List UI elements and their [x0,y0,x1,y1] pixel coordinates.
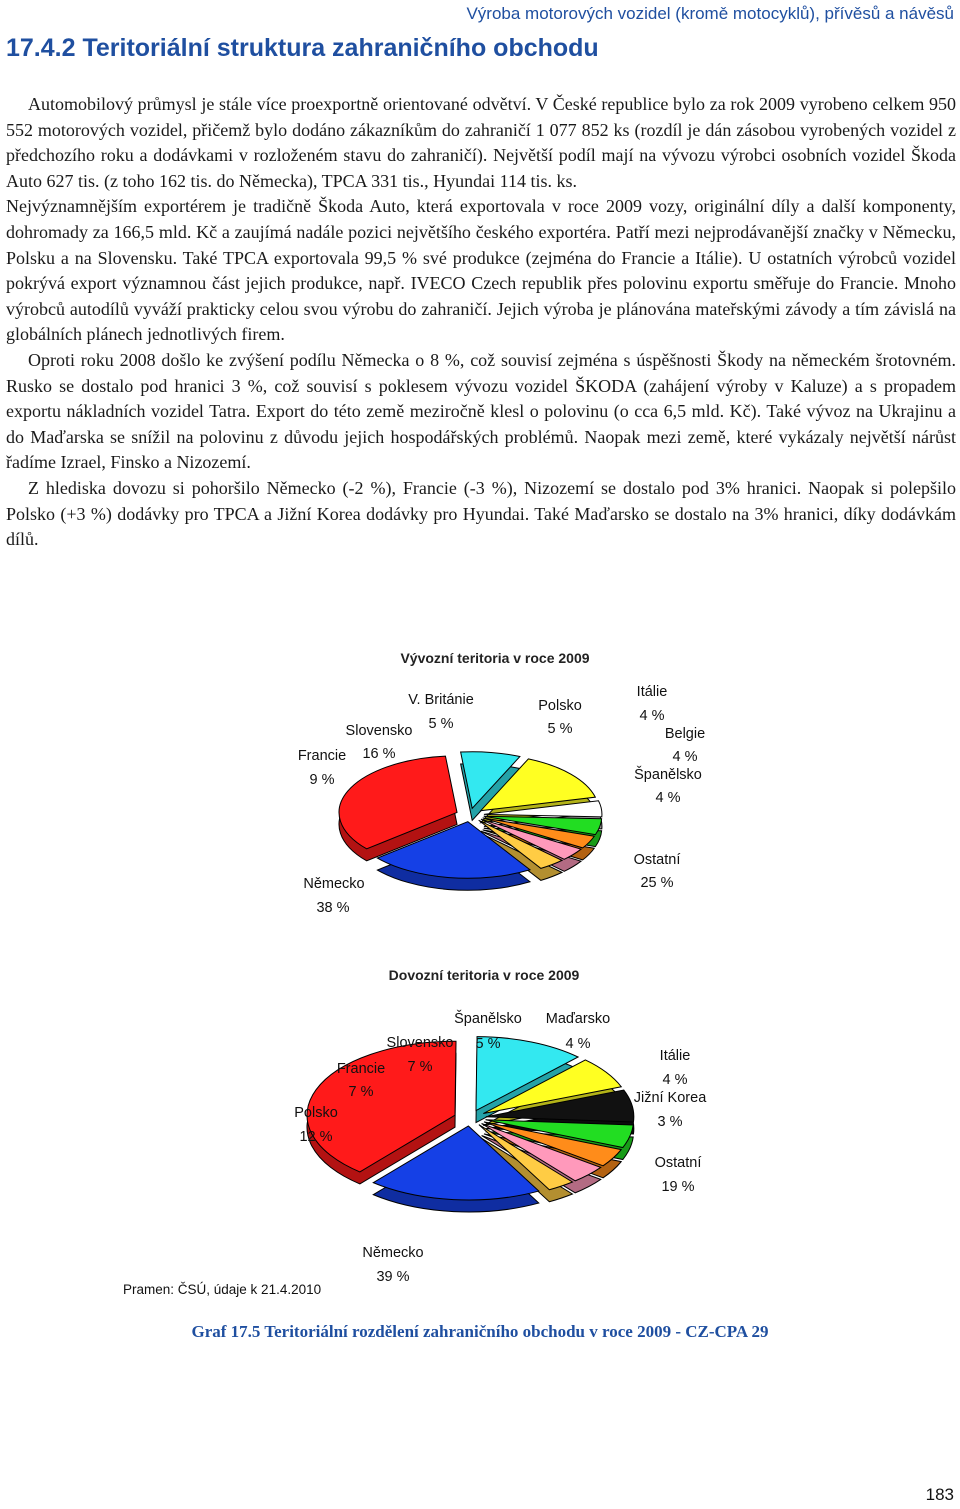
slice-value-italie: 4 % [662,1072,688,1088]
slice-label-italie: Itálie [659,1048,691,1064]
slice-value-ostatni: 25 % [640,875,674,891]
body-text [6,92,956,553]
slice-value-italie: 4 % [639,708,665,724]
slice-label-francie: Francie [297,748,347,764]
slice-value-spanelsko: 5 % [475,1036,501,1052]
slice-value-polsko: 5 % [547,721,573,737]
slice-label-polsko: Polsko [294,1105,338,1121]
slice-label-slovensko: Slovensko [386,1035,454,1051]
slice-label-slovensko: Slovensko [345,723,413,739]
slice-value-francie: 9 % [309,772,335,788]
slice-label-belgie: Belgie [664,726,706,742]
import-pie-svg [0,955,960,1295]
slice-label-ostatni: Ostatní [654,1155,702,1171]
paragraph-3: Oproti roku 2008 došlo ke zvýšení podílu Německa o 8 %, což souvisí zejména s úspěšnosti Škody na německém šrotovném. Rusko se dostalo pod hranici 3 %, což souvisí s poklesem vývozu vozidel ŠKODA (zahájení výroby v Kaluze) a s propadem exportu nákladních vozidel Tatra. Export do této země meziročně klesl o polovinu (o cca 6,5 mld. Kč). Také vývoz na Ukrajinu a do Maďarska se snížil na polovinu z důvodu jejich hospodářských problémů. Naopak mezi země, které vykázaly největší nárůst řadíme Izrael, Finsko a Nizozemí. [6,349,956,473]
slice-value-nemecko: 38 % [316,900,350,916]
paragraph-2: Nejvýznamnějším exportérem je tradičně Škoda Auto, která exportovala v roce 2009 vozy, originální díly a další komponenty, dohromady za 166,5 mld. Kč a zaujímá nadále pozici největšího českého exportéra. Patří mezi nejprodávanější značky v Německu, Polsku a na Slovensku. Také TPCA exportovala 99,5 % své produkce (zejména do Francie a Itálie). U ostatních výrobců vozidel pokrývá export významnou část jejich produkce, např. IVECO Czech republik přes polovinu exportu směřuje do Francie. Mnoho výrobců autodílů vyváží prakticky celou svou výrobu do zahraničí. Jejich výroba je plánována mateřskými závody a tím závislá na globálních plánech jednotlivých firem. [6,196,956,345]
slice-label-nemecko: Německo [303,876,365,892]
page-number: 183 [925,1485,954,1504]
slice-label-polsko: Polsko [538,698,582,714]
paragraph-1: Automobilový průmysl je stále více proexportně orientované odvětví. V České republice bylo za rok 2009 vyrobeno celkem 950 552 motorových vozidel, přičemž bylo dodáno zákazníkům do zahraničí 1 077 852 ks (rozdíl je dán zásobou vyrobených vozidel z předchozího roku a dodávkami v rozloženém stavu do zahraničí). Největší podíl mají na vývozu výrobci osobních vozidel Škoda Auto 627 tis. (z toho 162 tis. do Německa), TPCA 331 tis., Hyundai 114 tis. ks. [6,94,956,191]
slice-value-slovensko: 7 % [407,1059,433,1075]
slice-label-v-britanie: V. Británie [408,692,474,708]
slice-value-ostatni: 19 % [661,1179,695,1195]
export-pie-chart [0,640,960,930]
slice-value-nemecko: 39 % [376,1269,410,1285]
slice-value-polsko: 12 % [299,1129,333,1145]
slice-label-nemecko: Německo [362,1245,424,1261]
running-header: Výroba motorových vozidel (kromě motocyklů), přívěsů a návěsů [466,4,954,23]
import-pie-chart [0,955,960,1295]
slice-value-belgie: 4 % [672,749,698,765]
slice-label-italie: Itálie [636,684,668,700]
slice-label-ostatni: Ostatní [633,852,681,868]
paragraph-4: Z hlediska dovozu si pohoršilo Německo (-2 %), Francie (-3 %), Nizozemí se dostalo pod 3% hranici. Naopak si polepšilo Polsko (+3 %) dodávky pro TPCA a Jižní Korea dodávky pro Hyundai. Také Maďarsko se dostalo na 3% hranici, díky dodávkám dílů. [6,477,956,550]
slice-value-spanelsko: 4 % [655,790,681,806]
slice-label-madarsko: Maďarsko [545,1011,611,1027]
slice-value-slovensko: 16 % [362,746,396,762]
slice-label-jizni-korea: Jižní Korea [633,1090,707,1106]
slice-label-francie: Francie [336,1061,386,1077]
section-title: 17.4.2 Teritoriální struktura zahraničního obchodu [6,34,599,62]
source-note: Pramen: ČSÚ, údaje k 21.4.2010 [123,1282,322,1297]
slice-value-jizni-korea: 3 % [657,1114,683,1130]
import-chart-title: Dovozní teritoria v roce 2009 [388,967,580,983]
slice-value-madarsko: 4 % [565,1036,591,1052]
slice-label-spanelsko: Španělsko [454,1011,522,1027]
export-pie-svg [0,640,960,930]
slice-value-v-britanie: 5 % [428,716,454,732]
slice-label-spanelsko: Španělsko [634,767,702,783]
slice-value-francie: 7 % [348,1084,374,1100]
figure-caption: Graf 17.5 Teritoriální rozdělení zahraničního obchodu v roce 2009 - CZ-CPA 29 [191,1322,769,1341]
export-chart-title: Vývozní teritoria v roce 2009 [400,650,590,666]
